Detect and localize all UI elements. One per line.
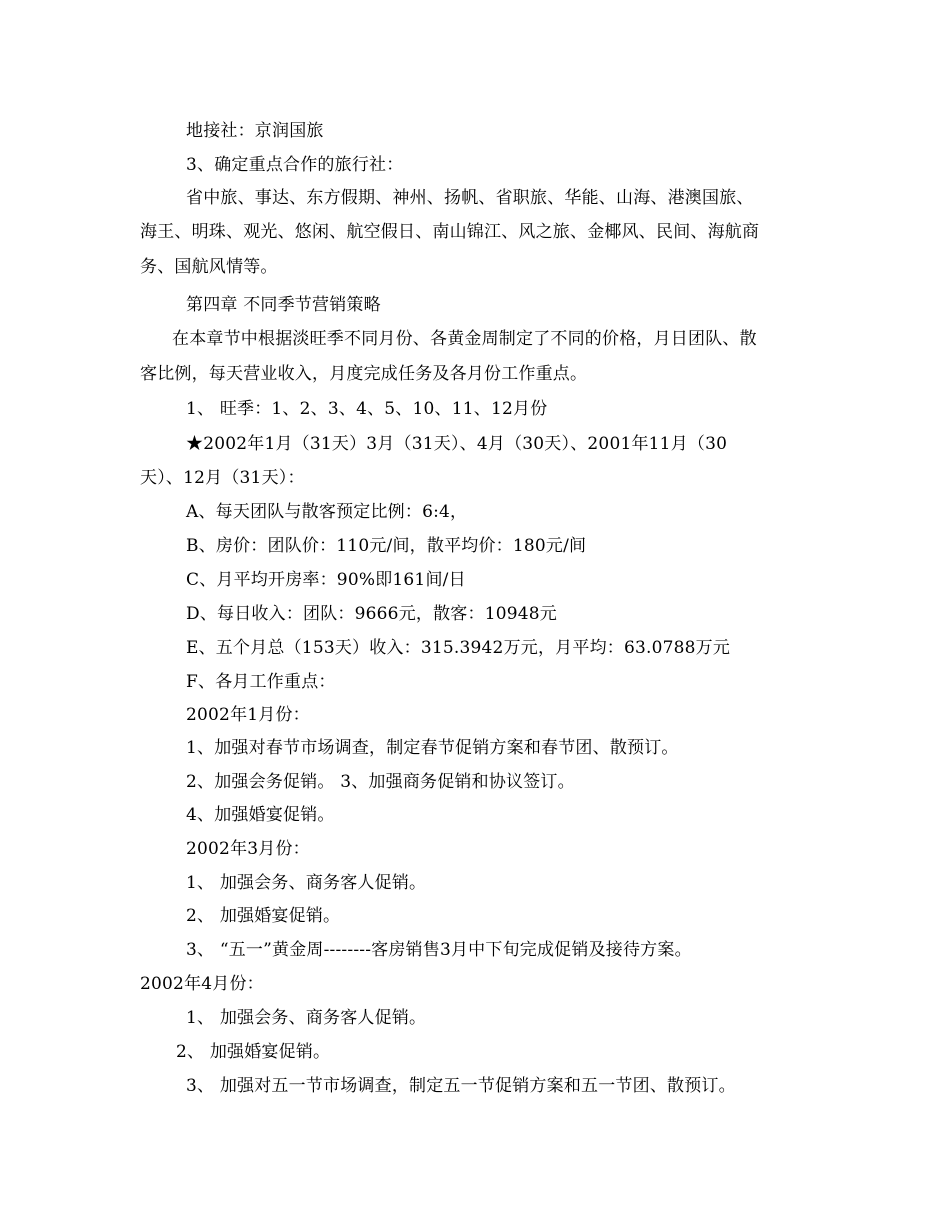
jan-item-1: 1、加强对春节市场调查，制定春节促销方案和春节团、散预订。 — [186, 738, 679, 758]
peak-months-line-2: 天）、12月（31天）： — [140, 468, 305, 488]
mar-2002-heading: 2002年3月份： — [186, 839, 310, 859]
jan-item-2-3: 2、加强会务促销。 3、加强商务促销和协议签订。 — [186, 772, 575, 792]
partner-agencies-heading: 3、确定重点合作的旅行社： — [186, 155, 404, 175]
mar-item-2: 2、 加强婚宴促销。 — [186, 906, 341, 926]
item-c-occupancy: C、月平均开房率：90%即161间/日 — [186, 570, 466, 590]
apr-2002-heading: 2002年4月份： — [140, 974, 264, 994]
chapter-intro-line-1: 在本章节中根据淡旺季不同月份、各黄金周制定了不同的价格，月日团队、散 — [172, 329, 757, 349]
item-f-monthly-focus: F、各月工作重点： — [186, 672, 336, 692]
partner-agencies-line-3: 务、国航风情等。 — [140, 257, 278, 277]
chapter-intro-line-2: 客比例，每天营业收入，月度完成任务及各月份工作重点。 — [140, 364, 588, 384]
mar-item-3: 3、 “五一”黄金周--------客房销售3月中下旬完成促销及接待方案。 — [186, 940, 692, 960]
apr-item-3: 3、 加强对五一节市场调查，制定五一节促销方案和五一节团、散预订。 — [186, 1076, 736, 1096]
item-a-ratio: A、每天团队与散客预定比例：6:4， — [186, 502, 468, 522]
apr-item-2: 2、 加强婚宴促销。 — [176, 1042, 331, 1062]
mar-item-1: 1、 加强会务、商务客人促销。 — [186, 873, 427, 893]
apr-item-1: 1、 加强会务、商务客人促销。 — [186, 1008, 427, 1028]
item-e-total-income: E、五个月总（153天）收入：315.3942万元，月平均：63.0788万元 — [186, 638, 731, 658]
item-b-price: B、房价：团队价：110元/间，散平均价：180元/间 — [186, 536, 587, 556]
partner-agencies-line-2: 海王、明珠、观光、悠闲、航空假日、南山锦江、风之旅、金椰风、民间、海航商 — [140, 222, 760, 242]
chapter-four-title: 第四章 不同季节营销策略 — [186, 295, 381, 315]
jan-2002-heading: 2002年1月份： — [186, 705, 310, 725]
partner-agencies-line-1: 省中旅、事达、东方假期、神州、扬帆、省职旅、华能、山海、港澳国旅、 — [186, 188, 754, 208]
peak-months-line-1: ★2002年1月（31天）3月（31天）、4月（30天）、2001年11月（30 — [186, 434, 728, 454]
jan-item-4: 4、加强婚宴促销。 — [186, 805, 335, 825]
ground-agency-line: 地接社：京润国旅 — [186, 121, 324, 141]
peak-season-heading: 1、 旺季：1、2、3、4、5、10、11、12月份 — [186, 399, 548, 419]
item-d-daily-income: D、每日收入：团队：9666元，散客：10948元 — [186, 604, 557, 624]
